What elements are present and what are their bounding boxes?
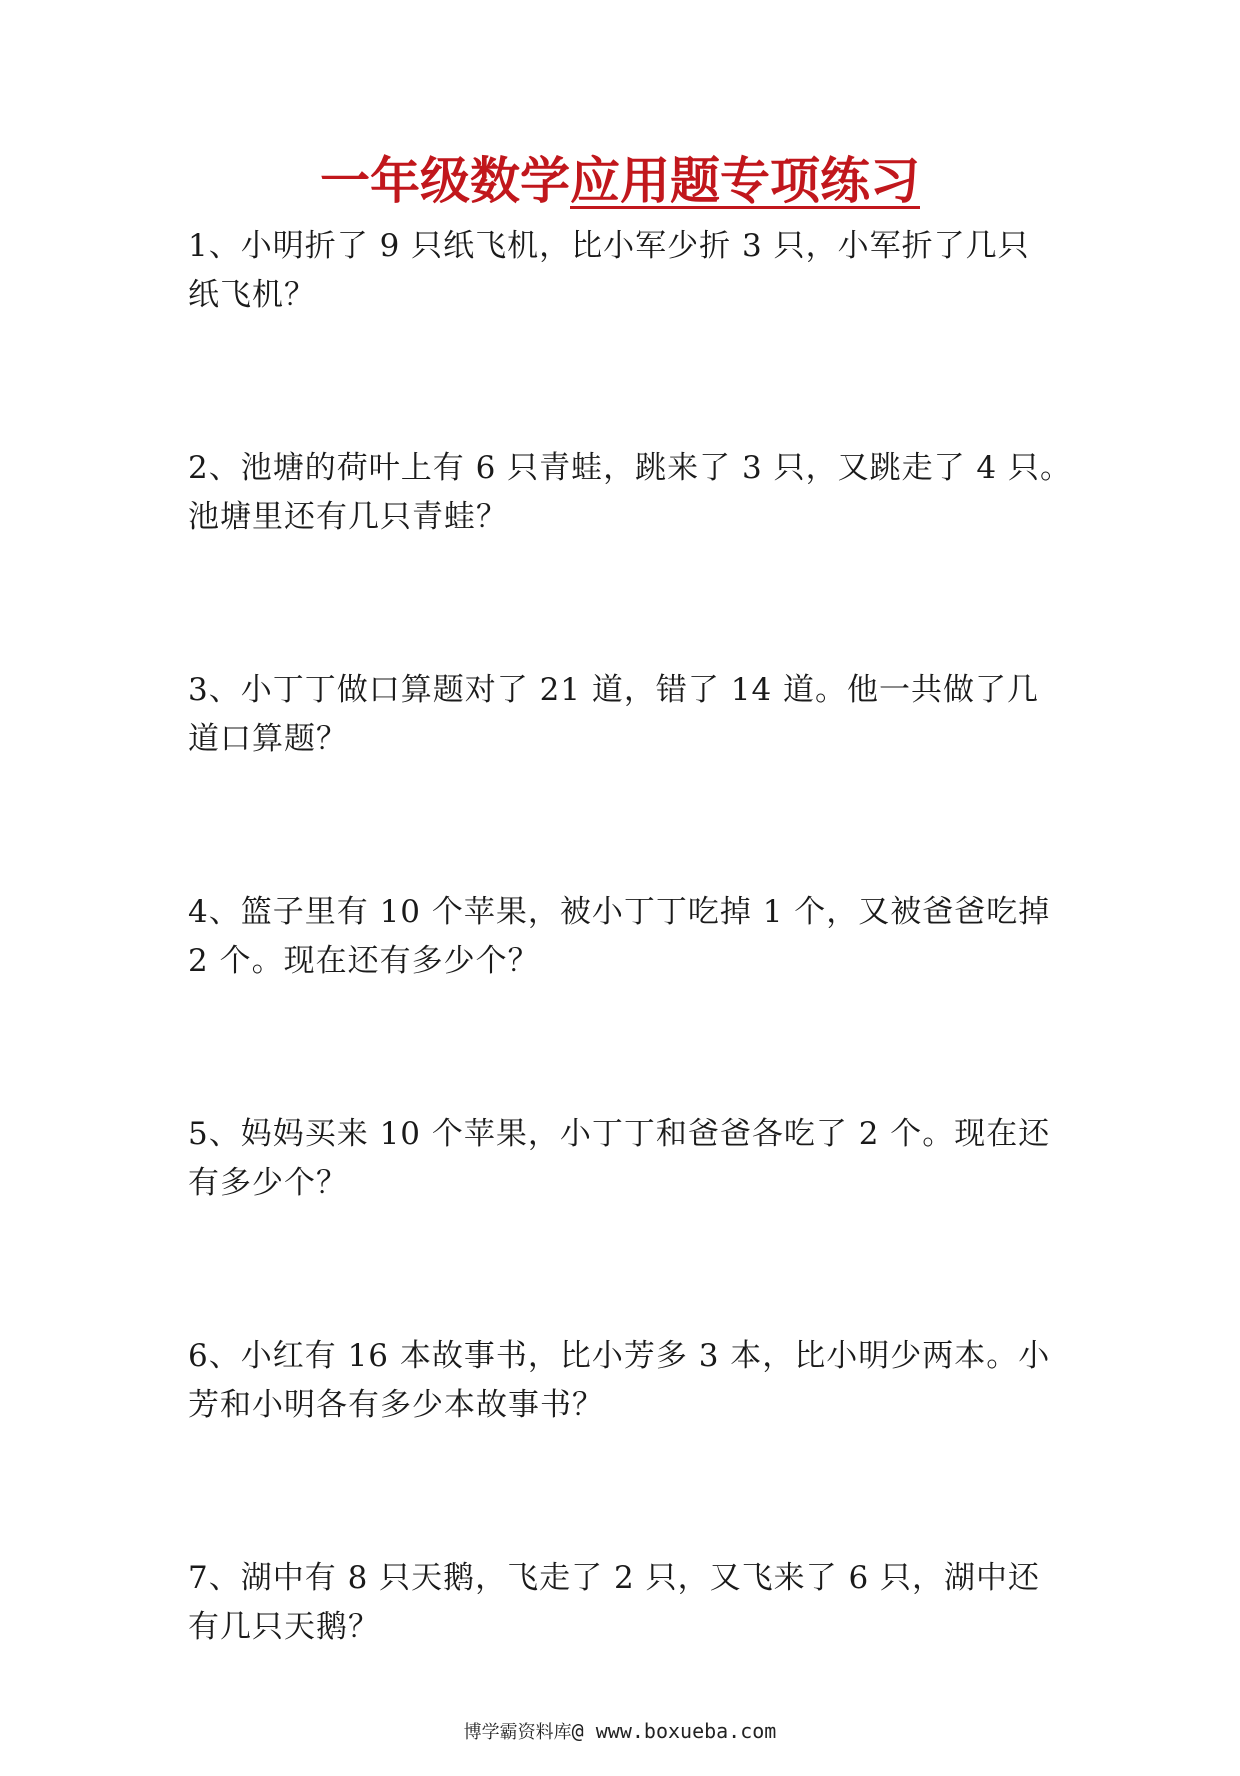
question-5-line-1: 5、妈妈买来 10 个苹果，小丁丁和爸爸各吃了 2 个。现在还	[188, 1116, 1051, 1152]
title-part-2: 应用题专项练习	[570, 151, 920, 210]
footer-site-name: 博学霸资料库	[463, 1722, 572, 1743]
page-title	[0, 150, 1240, 212]
question-7	[188, 1554, 1058, 1652]
question-5-line-2: 有多少个？	[188, 1165, 348, 1201]
question-6-line-2: 芳和小明各有多少本故事书？	[188, 1387, 604, 1423]
question-3	[188, 666, 1058, 764]
question-1-line-1: 1、小明折了 9 只纸飞机，比小军少折 3 只，小军折了几只	[188, 228, 1030, 264]
question-7-line-1: 7、湖中有 8 只天鹅，飞走了 2 只，又飞来了 6 只，湖中还	[188, 1560, 1041, 1596]
footer-url[interactable]: www.boxueba.com	[595, 1719, 777, 1743]
question-3-line-1: 3、小丁丁做口算题对了 21 道，错了 14 道。他一共做了几	[188, 672, 1040, 708]
question-4	[188, 888, 1058, 986]
question-7-line-2: 有几只天鹅？	[188, 1609, 380, 1645]
question-4-line-2: 2 个。现在还有多少个？	[188, 943, 540, 979]
question-6-line-1: 6、小红有 16 本故事书，比小芳多 3 本，比小明少两本。小	[188, 1338, 1051, 1374]
question-2	[188, 444, 1073, 542]
footer	[0, 1718, 1240, 1744]
question-2-line-1: 2、池塘的荷叶上有 6 只青蛙，跳来了 3 只，又跳走了 4 只。	[188, 450, 1073, 486]
question-5	[188, 1110, 1058, 1208]
title-part-1: 一年级数学	[320, 151, 570, 210]
question-6	[188, 1332, 1058, 1430]
question-4-line-1: 4、篮子里有 10 个苹果，被小丁丁吃掉 1 个，又被爸爸吃掉	[188, 894, 1051, 930]
footer-separator: @	[571, 1719, 584, 1743]
question-1	[188, 222, 1058, 320]
question-1-line-2: 纸飞机？	[188, 277, 316, 313]
question-3-line-2: 道口算题？	[188, 721, 348, 757]
question-list	[188, 222, 1073, 1776]
question-2-line-2: 池塘里还有几只青蛙？	[188, 499, 508, 535]
